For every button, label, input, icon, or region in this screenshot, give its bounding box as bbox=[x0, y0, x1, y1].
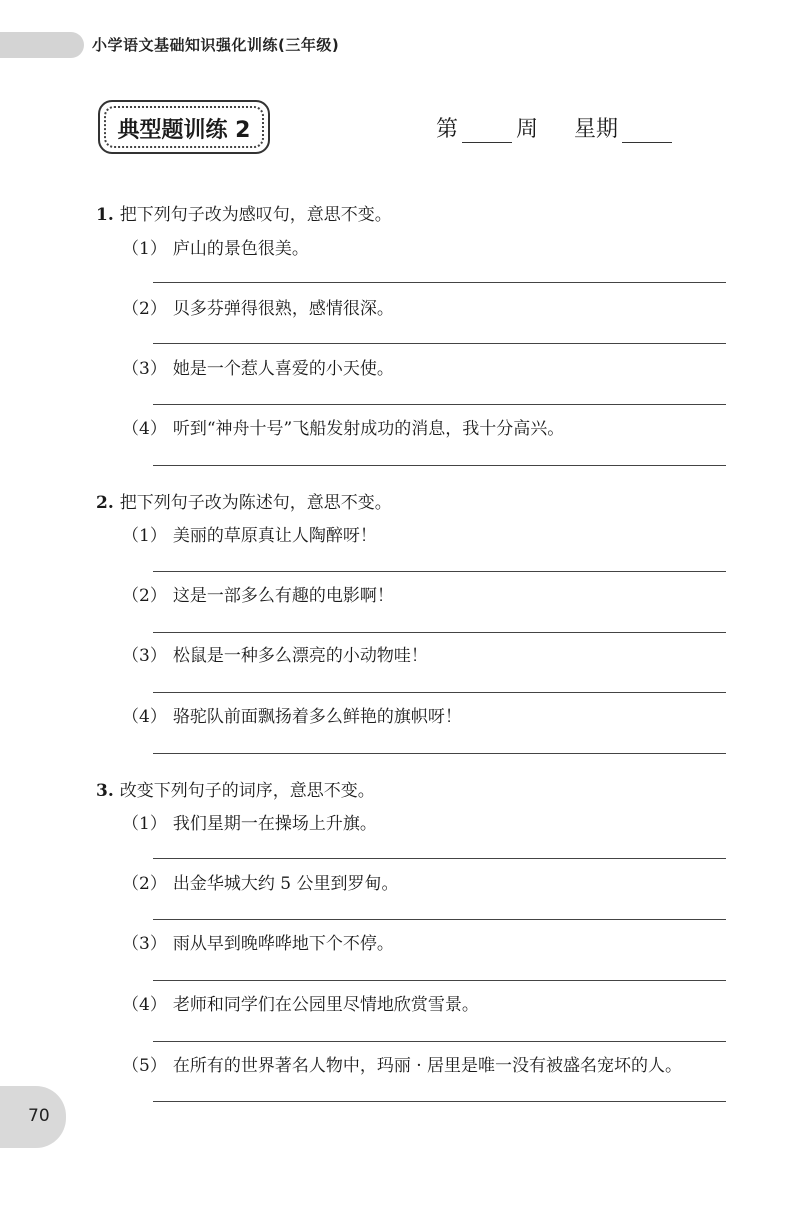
book-title: 小学语文基础知识强化训练(三年级) bbox=[92, 36, 340, 54]
question-item bbox=[122, 869, 398, 894]
answer-line[interactable] bbox=[153, 632, 726, 633]
question-item bbox=[122, 294, 394, 319]
answer-line[interactable] bbox=[153, 465, 726, 466]
question-text: 改变下列句子的词序，意思不变。 bbox=[119, 781, 375, 801]
answer-line[interactable] bbox=[153, 858, 726, 859]
page-number: 70 bbox=[28, 1106, 50, 1126]
question-number: 1. bbox=[96, 205, 114, 225]
answer-line[interactable] bbox=[153, 919, 726, 920]
item-number: （4） bbox=[122, 995, 167, 1015]
question-item bbox=[122, 702, 462, 727]
question-item bbox=[122, 929, 394, 954]
question-item bbox=[122, 581, 394, 606]
question-text: 把下列句子改为陈述句，意思不变。 bbox=[119, 493, 392, 513]
section-title-box bbox=[98, 100, 270, 154]
week-prefix: 第 bbox=[436, 117, 459, 142]
week-blank[interactable] bbox=[462, 116, 512, 143]
section-title: 典型题训练 2 bbox=[117, 118, 251, 143]
item-text: 我们星期一在操场上升旗。 bbox=[172, 814, 377, 834]
item-text: 老师和同学们在公园里尽情地欣赏雪景。 bbox=[172, 995, 479, 1015]
question-item bbox=[122, 990, 479, 1015]
answer-line[interactable] bbox=[153, 980, 726, 981]
item-number: （5） bbox=[122, 1056, 167, 1076]
item-number: （2） bbox=[122, 874, 167, 894]
item-number: （4） bbox=[122, 419, 167, 439]
week-day-field bbox=[436, 112, 672, 143]
item-number: （3） bbox=[122, 359, 167, 379]
question-item bbox=[122, 234, 309, 259]
question-text: 把下列句子改为感叹句，意思不变。 bbox=[119, 205, 392, 225]
answer-line[interactable] bbox=[153, 343, 726, 344]
question-item bbox=[122, 414, 564, 439]
item-text: 出金华城大约 5 公里到罗甸。 bbox=[172, 874, 399, 894]
answer-line[interactable] bbox=[153, 404, 726, 405]
week-suffix: 周 bbox=[516, 117, 539, 142]
answer-line[interactable] bbox=[153, 1101, 726, 1102]
answer-line[interactable] bbox=[153, 692, 726, 693]
item-text: 美丽的草原真让人陶醉呀！ bbox=[172, 526, 377, 546]
item-number: （1） bbox=[122, 814, 167, 834]
question-title bbox=[96, 488, 392, 513]
day-label: 星期 bbox=[574, 117, 619, 142]
day-blank[interactable] bbox=[622, 116, 672, 143]
question-item bbox=[122, 354, 394, 379]
question-item bbox=[122, 809, 377, 834]
item-number: （3） bbox=[122, 646, 167, 666]
header-tab-decoration bbox=[0, 32, 84, 58]
item-number: （2） bbox=[122, 299, 167, 319]
item-text: 她是一个惹人喜爱的小天使。 bbox=[172, 359, 394, 379]
item-number: （4） bbox=[122, 707, 167, 727]
item-text: 在所有的世界著名人物中，玛丽 · 居里是唯一没有被盛名宠坏的人。 bbox=[172, 1056, 683, 1076]
item-text: 松鼠是一种多么漂亮的小动物哇！ bbox=[172, 646, 428, 666]
question-item bbox=[122, 521, 377, 546]
question-item bbox=[122, 641, 428, 666]
item-text: 听到“神舟十号”飞船发射成功的消息，我十分高兴。 bbox=[172, 419, 565, 439]
question-number: 3. bbox=[96, 781, 114, 801]
question-number: 2. bbox=[96, 493, 114, 513]
item-number: （1） bbox=[122, 526, 167, 546]
answer-line[interactable] bbox=[153, 1041, 726, 1042]
question-title bbox=[96, 200, 392, 225]
item-text: 贝多芬弹得很熟，感情很深。 bbox=[172, 299, 394, 319]
answer-line[interactable] bbox=[153, 753, 726, 754]
question-item bbox=[122, 1051, 682, 1076]
item-text: 骆驼队前面飘扬着多么鲜艳的旗帜呀！ bbox=[172, 707, 462, 727]
item-text: 雨从早到晚哗哗地下个不停。 bbox=[172, 934, 394, 954]
answer-line[interactable] bbox=[153, 282, 726, 283]
item-number: （1） bbox=[122, 239, 167, 259]
item-number: （2） bbox=[122, 586, 167, 606]
item-text: 这是一部多么有趣的电影啊！ bbox=[172, 586, 394, 606]
answer-line[interactable] bbox=[153, 571, 726, 572]
question-title bbox=[96, 776, 375, 801]
item-text: 庐山的景色很美。 bbox=[172, 239, 309, 259]
item-number: （3） bbox=[122, 934, 167, 954]
